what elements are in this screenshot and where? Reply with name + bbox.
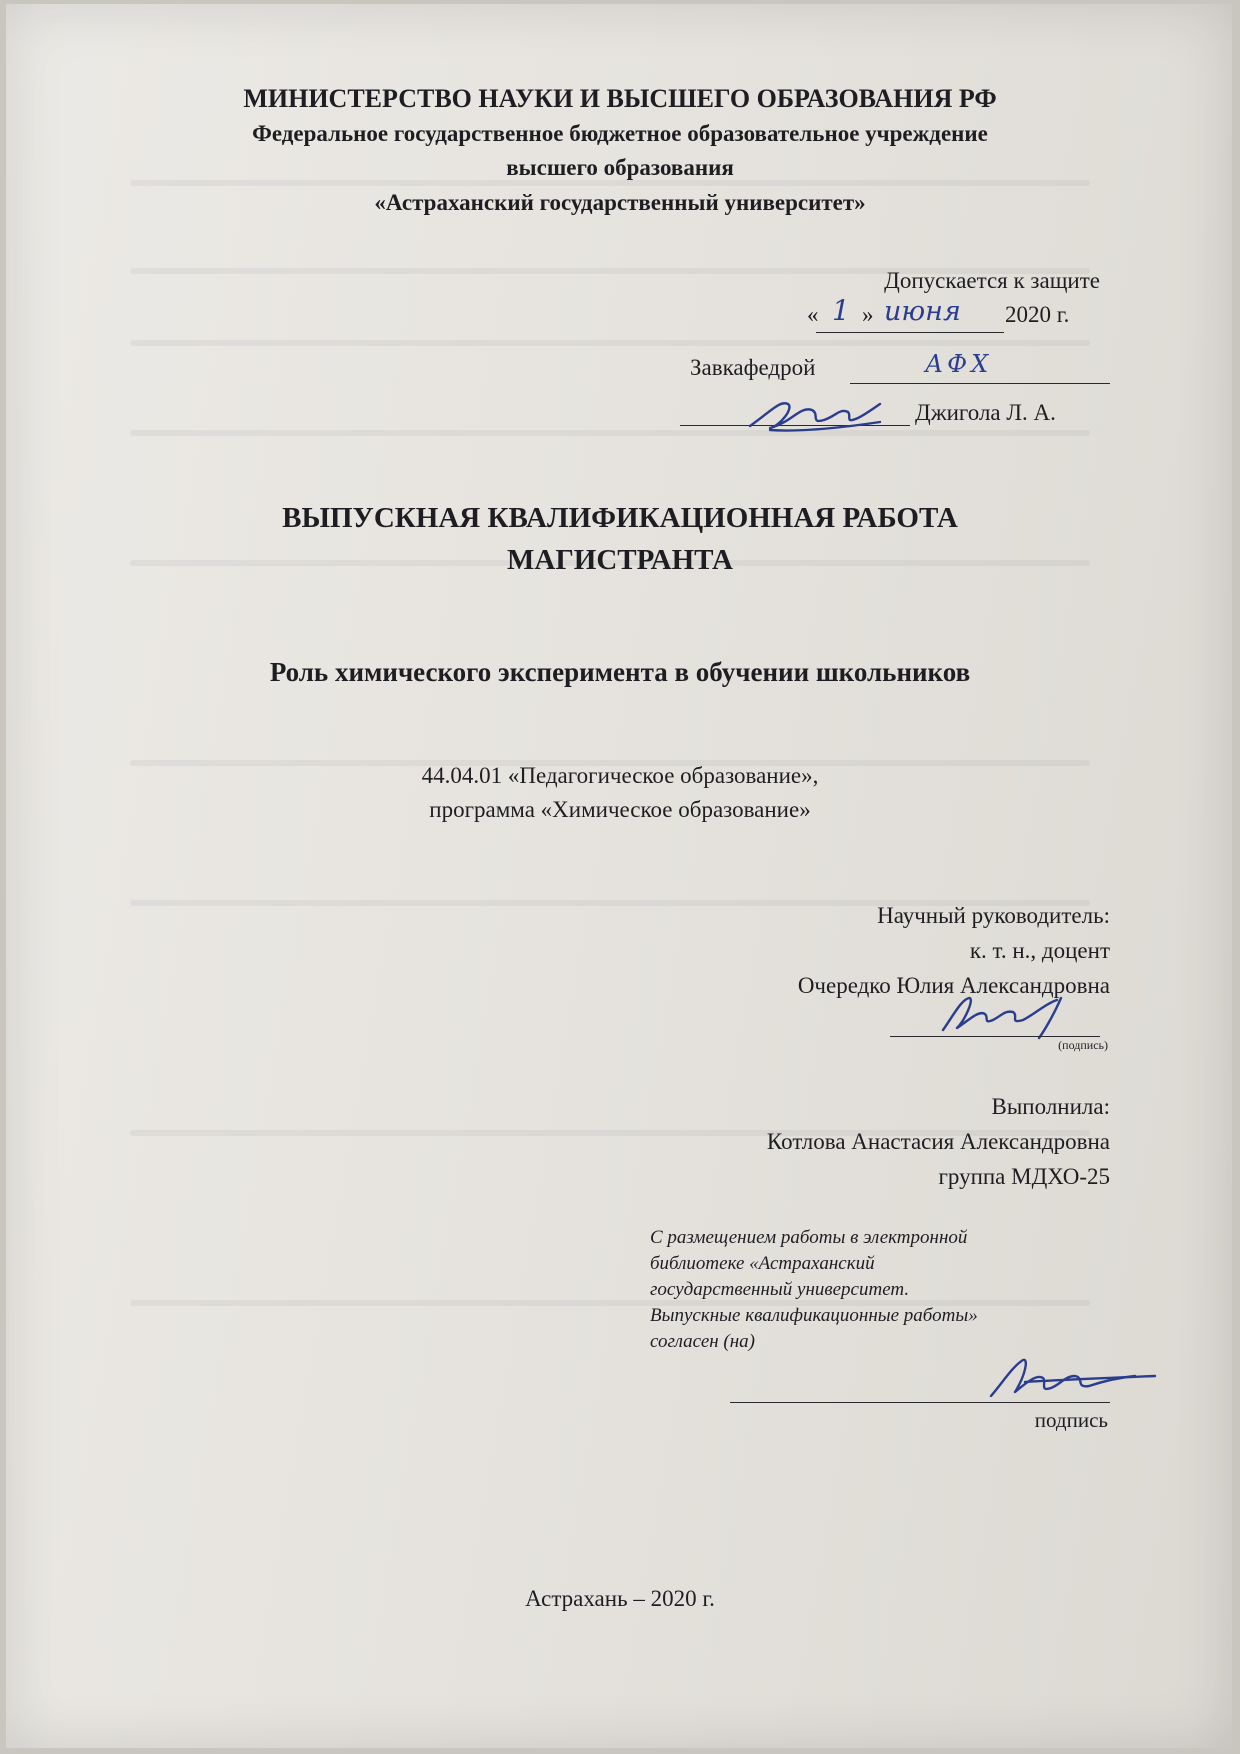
city-year: Астрахань – 2020 г. xyxy=(525,1586,715,1611)
supervisor-signature xyxy=(935,990,1095,1042)
supervisor-signature-caption: (подпись) xyxy=(1058,1038,1108,1052)
head-dept: АФХ xyxy=(925,350,993,378)
date-open-quote: « xyxy=(807,302,819,327)
work-title-line1: ВЫПУСКНАЯ КВАЛИФИКАЦИОННАЯ РАБОТА xyxy=(282,502,958,534)
consent-line5: согласен (на) xyxy=(650,1331,756,1352)
admission-title: Допускается к защите xyxy=(884,268,1100,293)
consent-line3: государственный университет. xyxy=(650,1279,910,1300)
supervisor-label: Научный руководитель: xyxy=(877,903,1110,928)
head-label: Завкафедрой xyxy=(690,355,816,380)
supervisor-name: Очередко Юлия Александровна xyxy=(797,973,1110,998)
work-topic: Роль химического эксперимента в обучении школьников xyxy=(269,657,971,687)
program-line2: программа «Химическое образование» xyxy=(429,797,811,822)
institution-type: Федеральное государственное бюджетное образовательное учреждение xyxy=(252,121,988,146)
supervisor-degree: к. т. н., доцент xyxy=(969,938,1110,963)
date-underline xyxy=(816,332,1004,333)
head-name: Джигола Л. А. xyxy=(915,400,1056,425)
supervisor-signature-line xyxy=(890,1036,1100,1037)
ministry-title: МИНИСТЕРСТВО НАУКИ И ВЫСШЕГО ОБРАЗОВАНИЯ РФ xyxy=(243,84,997,113)
date-close-quote: » xyxy=(862,302,874,327)
author-label: Выполнила: xyxy=(991,1094,1110,1119)
date-day: 1 xyxy=(832,294,850,327)
document-page xyxy=(6,4,1232,1748)
consent-line1: С размещением работы в электронной xyxy=(650,1227,968,1248)
university-name: «Астраханский государственный университет» xyxy=(374,190,866,215)
head-signature xyxy=(740,392,890,442)
author-name: Котлова Анастасия Александровна xyxy=(766,1129,1110,1154)
work-title-line2: МАГИСТРАНТА xyxy=(507,544,733,576)
consent-signature-line xyxy=(730,1402,1110,1403)
program-line1: 44.04.01 «Педагогическое образование», xyxy=(421,763,819,788)
bleed-through xyxy=(130,430,1090,436)
author-group: группа МДХО-25 xyxy=(938,1164,1110,1189)
date-year: 2020 г. xyxy=(1005,302,1070,327)
consent-signature-caption: подпись xyxy=(1034,1408,1108,1432)
institution-level: высшего образования xyxy=(506,155,734,180)
consent-line4: Выпускные квалификационные работы» xyxy=(650,1305,978,1326)
consent-line2: библиотеке «Астраханский xyxy=(650,1253,875,1274)
bleed-through xyxy=(130,340,1090,346)
head-underline xyxy=(850,383,1110,384)
date-month: июня xyxy=(884,296,961,327)
